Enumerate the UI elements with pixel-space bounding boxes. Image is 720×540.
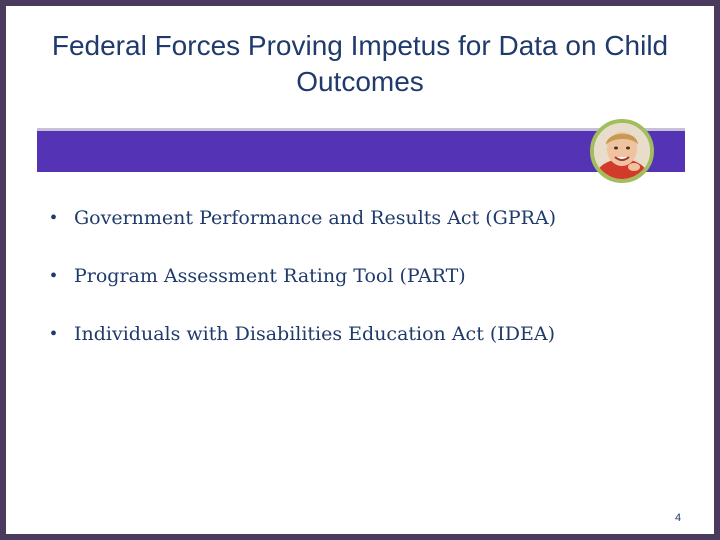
- slide-number: 4: [674, 512, 682, 524]
- bullet-item: [50, 318, 690, 376]
- child-photo-icon: [594, 123, 650, 179]
- slide-title: Federal Forces Proving Impetus for Data on Child Outcomes: [51, 30, 669, 97]
- bullet-item: [50, 202, 690, 260]
- bullet-marker: •: [50, 323, 58, 345]
- bullet-list: [50, 202, 690, 376]
- child-photo: [590, 119, 654, 183]
- bullet-text: Government Performance and Results Act (GPRA): [74, 207, 557, 229]
- bullet-marker: •: [50, 207, 58, 229]
- bullet-text: Individuals with Disabilities Education Act (IDEA): [74, 323, 556, 345]
- bullet-item: [50, 260, 690, 318]
- accent-bar: [37, 128, 685, 172]
- bullet-marker: •: [50, 265, 58, 287]
- bullet-text: Program Assessment Rating Tool (PART): [74, 265, 466, 287]
